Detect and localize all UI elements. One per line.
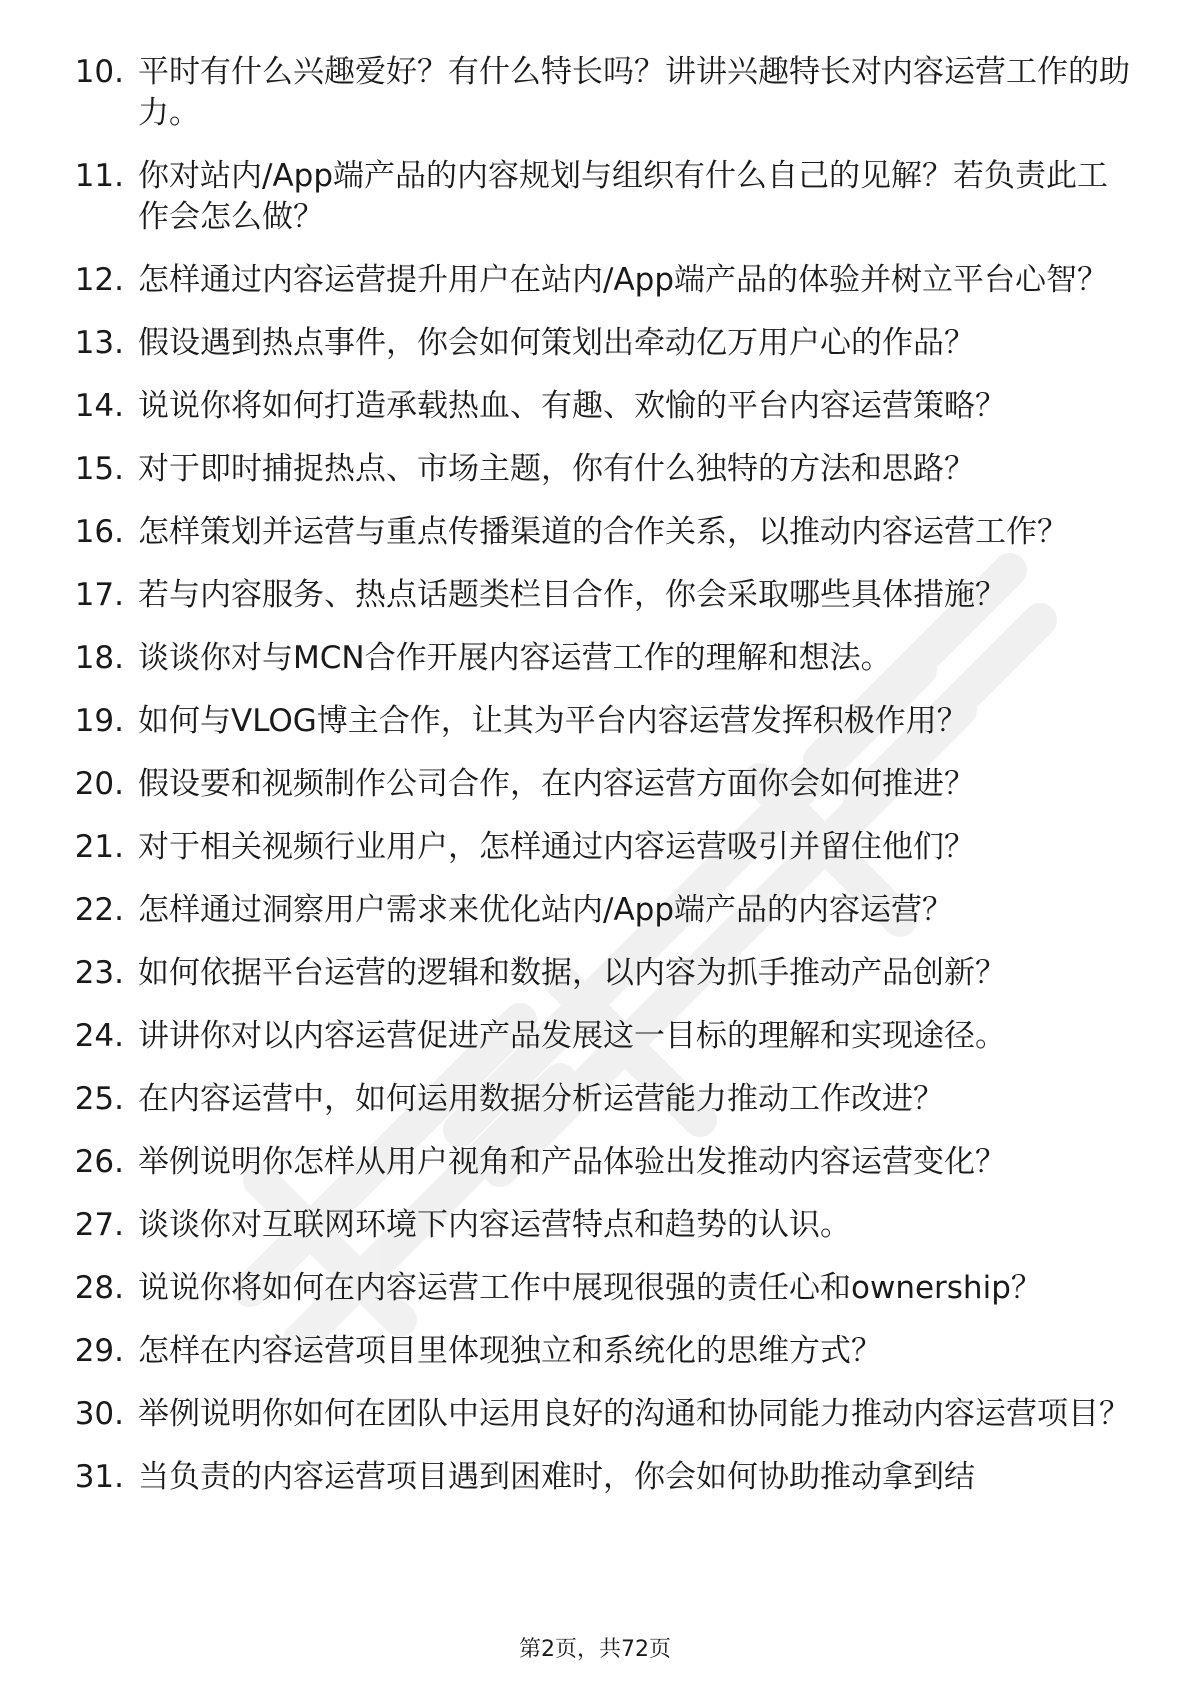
list-item (56, 260, 1136, 301)
question-number: 25. (74, 1081, 124, 1117)
list-item (56, 575, 1136, 616)
list-item (56, 449, 1136, 490)
question-text: 假设遇到热点事件，你会如何策划出牵动亿万用户心的作品？ (138, 325, 975, 361)
list-item (56, 1331, 1136, 1372)
question-number: 18. (74, 640, 124, 676)
question-number: 23. (74, 955, 124, 991)
question-number: 24. (74, 1018, 124, 1054)
question-text: 谈谈你对与MCN合作开展内容运营工作的理解和想法。 (138, 640, 892, 676)
question-text: 举例说明你怎样从用户视角和产品体验出发推动内容运营变化？ (138, 1144, 1006, 1180)
question-number: 21. (74, 829, 124, 865)
list-item (56, 156, 1136, 238)
list-item (56, 1205, 1136, 1246)
question-text: 假设要和视频制作公司合作，在内容运营方面你会如何推进？ (138, 766, 975, 802)
question-text: 怎样通过内容运营提升用户在站内/App端产品的体验并树立平台心智？ (138, 262, 1109, 298)
question-text: 若与内容服务、热点话题类栏目合作，你会采取哪些具体措施？ (138, 577, 1006, 613)
list-item (56, 638, 1136, 679)
question-list (56, 52, 1136, 1520)
question-number: 29. (74, 1333, 124, 1369)
question-text: 怎样通过洞察用户需求来优化站内/App端产品的内容运营？ (138, 892, 954, 928)
question-text: 当负责的内容运营项目遇到困难时，你会如何协助推动拿到结 (138, 1459, 975, 1495)
list-item (56, 323, 1136, 364)
question-number: 26. (74, 1144, 124, 1180)
list-item (56, 386, 1136, 427)
question-number: 14. (74, 388, 124, 424)
question-text: 说说你将如何在内容运营工作中展现很强的责任心和ownership？ (138, 1270, 1042, 1306)
question-number: 28. (74, 1270, 124, 1306)
question-number: 31. (74, 1459, 124, 1495)
question-number: 13. (74, 325, 124, 361)
list-item (56, 1268, 1136, 1309)
list-item (56, 52, 1136, 134)
question-text: 如何与VLOG博主合作，让其为平台内容运营发挥积极作用？ (138, 703, 968, 739)
question-text: 对于相关视频行业用户，怎样通过内容运营吸引并留住他们？ (138, 829, 975, 865)
question-number: 22. (74, 892, 124, 928)
question-text: 对于即时捕捉热点、市场主题，你有什么独特的方法和思路？ (138, 451, 975, 487)
list-item (56, 1394, 1136, 1435)
page-number-label: 第2页，共72页 (519, 1637, 671, 1662)
question-text: 在内容运营中，如何运用数据分析运营能力推动工作改进？ (138, 1081, 944, 1117)
question-number: 20. (74, 766, 124, 802)
question-text: 怎样在内容运营项目里体现独立和系统化的思维方式？ (138, 1333, 882, 1369)
list-item (56, 1457, 1136, 1498)
list-item (56, 827, 1136, 868)
question-text: 你对站内/App端产品的内容规划与组织有什么自己的见解？若负责此工作会怎么做？ (138, 158, 1109, 235)
list-item (56, 1079, 1136, 1120)
question-number: 30. (74, 1396, 124, 1432)
question-number: 16. (74, 514, 124, 550)
question-text: 平时有什么兴趣爱好？有什么特长吗？讲讲兴趣特长对内容运营工作的助力。 (138, 54, 1130, 131)
list-item (56, 701, 1136, 742)
question-text: 怎样策划并运营与重点传播渠道的合作关系，以推动内容运营工作？ (138, 514, 1068, 550)
question-number: 19. (74, 703, 124, 739)
question-number: 12. (74, 262, 124, 298)
question-number: 10. (74, 54, 124, 90)
question-text: 如何依据平台运营的逻辑和数据，以内容为抓手推动产品创新？ (138, 955, 1006, 991)
question-text: 举例说明你如何在团队中运用良好的沟通和协同能力推动内容运营项目？ (138, 1396, 1130, 1432)
list-item (56, 953, 1136, 994)
list-item (56, 1016, 1136, 1057)
question-number: 11. (74, 158, 124, 194)
question-text: 讲讲你对以内容运营促进产品发展这一目标的理解和实现途径。 (138, 1018, 1006, 1054)
list-item (56, 512, 1136, 553)
question-number: 15. (74, 451, 124, 487)
page-footer (0, 1632, 1190, 1663)
list-item (56, 1142, 1136, 1183)
question-number: 27. (74, 1207, 124, 1243)
question-text: 说说你将如何打造承载热血、有趣、欢愉的平台内容运营策略？ (138, 388, 1006, 424)
list-item (56, 764, 1136, 805)
list-item (56, 890, 1136, 931)
question-number: 17. (74, 577, 124, 613)
question-text: 谈谈你对互联网环境下内容运营特点和趋势的认识。 (138, 1207, 851, 1243)
